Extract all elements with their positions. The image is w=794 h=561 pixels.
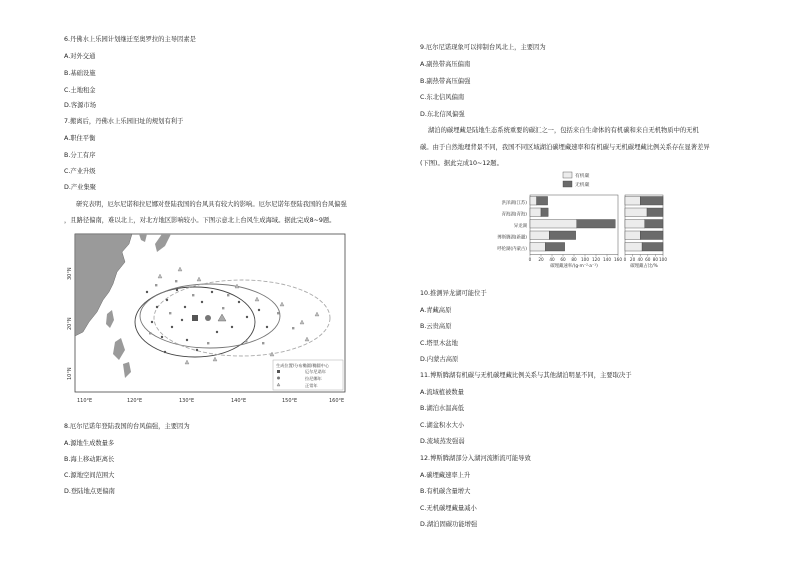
q8-option-d: D.登陆地点更偏南 [64,488,115,495]
ratio-panel-bar [647,208,663,217]
q9-option-a: A.副热带高压偏南 [420,61,471,68]
ratio-panel-bar [642,243,663,252]
intro2-line3: (下图)。据此完成10~12题。 [420,160,503,167]
category-label: 异龙湖 [513,224,527,230]
category-label: 呼伦湖(内蒙古) [497,247,527,253]
ratio-panel-tick-label: 100 [659,257,667,262]
ratio-panel-bar [625,220,645,229]
category-label: 博斯腾湖(新疆) [497,235,527,241]
rate-panel-bar [530,208,541,217]
q11-option-a: A.流域植被数量 [420,389,464,396]
lon-label-120e: 120°E [127,398,143,404]
q12-option-c: C.无机碳埋藏量减小 [420,505,477,512]
intro2-line1: 湖泊的碳埋藏是陆地生态系统重要的碳汇之一，包括来自生命体的有机碳和来自无机物质中的无机 [428,127,699,134]
rate-panel-tick-label: 100 [581,257,589,262]
ratio-panel-tick-label: 40 [637,257,643,262]
q7-option-c: C.产业升级 [64,168,96,175]
q8-option-a: A.源地生成数量多 [64,440,115,447]
q6-option-a: A.对外交通 [64,53,96,60]
ratio-panel-tick-label: 0 [623,257,627,262]
q12-option-d: D.湖泊固碳功能增强 [420,521,478,528]
lon-label-160e: 160°E [329,398,345,404]
legend-label-0: 有机碳 [575,174,590,180]
q10-stem: 10.推测异龙湖可能位于 [420,290,487,297]
rate-panel-tick-label: 120 [592,257,600,262]
lon-label-130e: 130°E [179,398,195,404]
map-legend [273,360,343,390]
lon-label-150e: 150°E [282,398,298,404]
legend-marker-lanina [277,377,280,380]
intro-paragraph-line1: 研究表明，厄尔尼诺和拉尼娜对登陆我国的台风具有较大的影响。厄尔尼诺年登陆我国的台风偏强 [76,201,347,208]
legend-title: 生成位置/分布椭圆/椭圆中心 [276,363,330,368]
rate-panel-tick-label: 20 [538,257,544,262]
legend-normal: 正常年 [305,383,318,388]
lat-label-10n: 10°N [67,367,73,380]
rate-panel-xlabel: 碳埋藏速率/(g·m⁻²·a⁻¹) [550,264,598,269]
q7-option-b: B.分工有序 [64,152,96,159]
rate-panel-tick-label: 0 [528,257,532,262]
q11-stem: 11.博斯腾湖有机碳与无机碳埋藏比例关系与其他湖泊明显不同，主要取决于 [420,372,632,379]
q7-stem: 7.搬离后，丹佛水上乐园旧址的规划有利于 [64,118,184,125]
q12-option-a: A.碳埋藏速率上升 [420,472,471,479]
q7-option-d: D.产业集聚 [64,184,97,191]
legend-marker-elnino [277,370,280,373]
q12-stem: 12.博斯腾湖部分入湖河流断流可能导致 [420,455,531,462]
rate-panel-bar [530,220,577,229]
intro2-line2: 碳。由于自然地理背景不同，我国不同区域湖泊碳埋藏速率和有机碳与无机碳埋藏比例关系存在显著差异 [420,144,710,151]
ratio-panel-tick-label: 60 [645,257,651,262]
q10-option-c: C.塔里木盆地 [420,340,458,347]
q8-option-b: B.海上移动距离长 [64,456,115,463]
q6-option-c: C.土地租金 [64,87,96,94]
q6-option-d: D.客源市场 [64,102,97,109]
q10-option-d: D.内蒙古高原 [420,356,459,363]
lat-label-20n: 20°N [67,317,73,330]
q11-option-b: B.湖泊水温高低 [420,405,465,412]
rate-panel-bar [545,243,564,252]
q9-option-b: B.副热带高压偏强 [420,78,471,85]
q8-stem: 8.厄尔尼诺年登陆我国的台风偏强，主要因为 [64,423,190,430]
ratio-panel-bar [640,231,663,240]
lat-label-30n: 30°N [67,267,73,280]
q7-option-a: A.职住平衡 [64,135,96,142]
intro-paragraph-line2: ，且路径偏南，难以北上，对北方地区影响较小。下图示意北上台风生成海域。据此完成8~9题。 [64,217,336,224]
rate-panel-bar [530,243,545,252]
carbon-burial-chart [475,170,665,282]
ratio-panel-tick-label: 20 [629,257,636,262]
q6-stem: 6.丹佛水上乐园计划继迁至奥罗拉的主导因素是 [64,36,196,43]
ratio-panel-xlabel: 碳埋藏占比/% [630,264,658,269]
q9-option-d: D.东北信风偏强 [420,111,465,118]
q10-option-a: A.青藏高原 [420,307,452,314]
q9-option-c: C.东北信风偏南 [420,94,465,101]
q11-option-c: C.湖盆积水大小 [420,422,465,429]
ratio-panel-tick-label: 80 [652,257,659,262]
rate-panel-tick-label: 60 [560,257,566,262]
q8-option-c: C.源地空间范围大 [64,472,115,479]
lon-label-110e: 110°E [77,398,93,404]
rate-panel-tick-label: 160 [614,257,622,262]
rate-panel-bar [530,197,537,206]
q12-option-b: B.有机碳含量增大 [420,488,471,495]
ratio-panel-bar [640,197,663,206]
category-label: 洪泽湖(江苏) [501,201,527,207]
q10-option-b: B.云贵高原 [420,323,452,330]
rate-panel-bar [537,197,548,206]
ratio-panel-bar [625,231,640,240]
rate-panel-bar [541,208,548,217]
legend-swatch-0 [563,172,572,178]
legend-elnino: 厄尔尼诺年 [305,369,326,374]
rate-panel-tick-label: 80 [571,257,577,262]
legend-label-1: 无机碳 [575,183,590,189]
ratio-panel-bar [625,208,647,217]
legend-swatch-1 [563,181,572,187]
ratio-panel-bar [645,220,663,229]
rate-panel-bar [549,231,575,240]
ratio-panel-bar [625,243,642,252]
lon-label-140e: 140°E [231,398,247,404]
q6-option-b: B.基础设施 [64,70,96,77]
rate-panel-tick-label: 40 [549,257,555,262]
legend-lanina: 拉尼娜年 [305,376,322,381]
category-label: 青海湖(青海) [501,212,527,218]
rate-panel-bar [530,231,549,240]
rate-panel-tick-label: 140 [603,257,611,262]
rate-panel-bar [577,220,616,229]
ratio-panel-bar [625,197,640,206]
typhoon-genesis-map [67,232,347,407]
q11-option-d: D.流域蒸发强弱 [420,438,465,445]
q9-stem: 9.厄尔尼诺现象可以抑制台风北上，主要因为 [420,44,546,51]
